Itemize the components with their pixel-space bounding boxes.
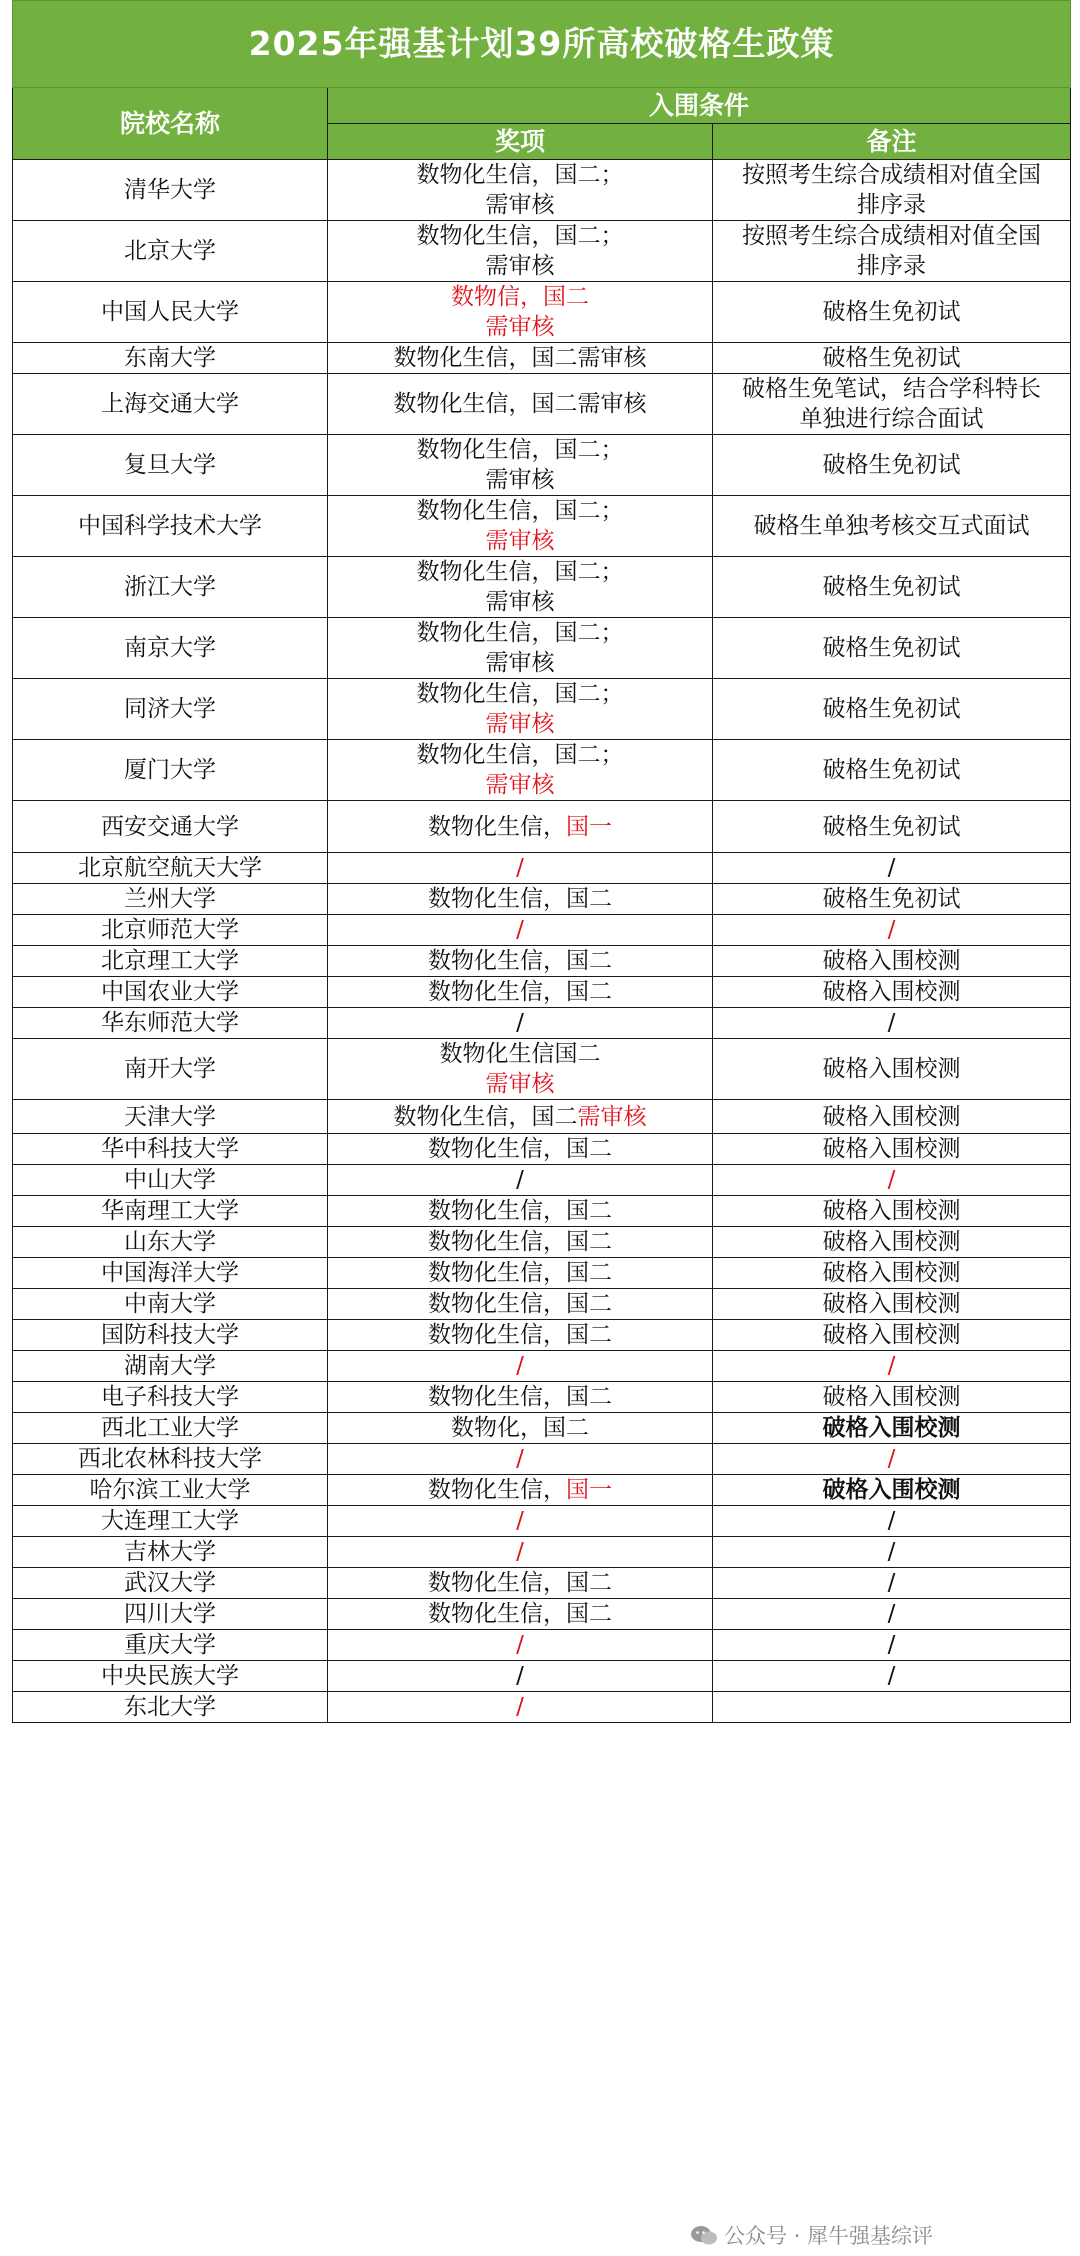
table-row	[13, 496, 1071, 557]
school-name-cell: 中山大学	[13, 1165, 328, 1196]
remark-text: 按照考生综合成绩相对值全国	[742, 162, 1041, 188]
school-name-cell: 中央民族大学	[13, 1661, 328, 1692]
remark-text: /	[887, 1570, 896, 1596]
remark-cell	[713, 435, 1071, 496]
remark-cell	[713, 1413, 1071, 1444]
remark-cell	[713, 1227, 1071, 1258]
table-row	[13, 1351, 1071, 1382]
award-text: 数物化生信，	[428, 1477, 566, 1503]
remark-text: 破格生免初试	[822, 574, 961, 600]
remark-cell	[713, 1692, 1071, 1723]
award-text: 数物化生信，国二	[428, 1229, 612, 1255]
remark-text: 破格入围校测	[822, 948, 961, 974]
remark-text: /	[887, 1446, 896, 1472]
school-name-cell: 西北工业大学	[13, 1413, 328, 1444]
remark-cell	[713, 1165, 1071, 1196]
table-row	[13, 557, 1071, 618]
school-name-cell: 中国农业大学	[13, 977, 328, 1008]
award-cell	[328, 853, 713, 884]
award-text: 需审核	[485, 314, 555, 340]
award-text: 数物化生信，国二	[428, 1322, 612, 1348]
remark-text: 破格生免初试	[822, 635, 961, 661]
award-cell	[328, 1165, 713, 1196]
remark-cell	[713, 282, 1071, 343]
remark-text: 破格入围校测	[822, 1291, 961, 1317]
award-text: 需审核	[485, 711, 555, 737]
remark-cell	[713, 1258, 1071, 1289]
remark-cell	[713, 740, 1071, 801]
remark-cell	[713, 1661, 1071, 1692]
award-text: 数物化生信，国二；	[416, 437, 624, 463]
school-name-cell: 国防科技大学	[13, 1320, 328, 1351]
award-cell	[328, 221, 713, 282]
school-name-cell: 西安交通大学	[13, 801, 328, 853]
table-row	[13, 1661, 1071, 1692]
remark-text: 排序录	[857, 192, 926, 218]
award-text: 数物化生信，国二；	[416, 498, 624, 524]
remark-text: 破格生免初试	[822, 757, 961, 783]
remark-cell	[713, 1320, 1071, 1351]
award-text: 数物化生信，国二	[428, 1198, 612, 1224]
remark-cell	[713, 679, 1071, 740]
table-body	[13, 160, 1071, 1723]
remark-cell	[713, 801, 1071, 853]
school-name-cell: 同济大学	[13, 679, 328, 740]
award-text: 数物化生信，国二	[428, 1260, 612, 1286]
table-row	[13, 1630, 1071, 1661]
remark-text: 破格生免初试	[822, 299, 961, 325]
table-row	[13, 740, 1071, 801]
award-cell	[328, 679, 713, 740]
award-cell	[328, 1568, 713, 1599]
award-text: 需审核	[577, 1103, 647, 1130]
award-text: 数物化生信国二	[439, 1041, 601, 1067]
remark-cell	[713, 1196, 1071, 1227]
award-cell	[328, 1320, 713, 1351]
table-row	[13, 1413, 1071, 1444]
school-name-cell: 中国海洋大学	[13, 1258, 328, 1289]
table-row	[13, 1475, 1071, 1506]
school-name-cell: 北京航空航天大学	[13, 853, 328, 884]
table-row	[13, 801, 1071, 853]
award-cell	[328, 1134, 713, 1165]
table-row	[13, 1382, 1071, 1413]
award-cell	[328, 282, 713, 343]
award-text: /	[516, 917, 524, 943]
award-text: /	[516, 1539, 524, 1565]
remark-text: /	[887, 1353, 896, 1379]
award-text: 数物化，国二	[451, 1415, 589, 1441]
table-row	[13, 1100, 1071, 1134]
table-title: 2025年强基计划39所高校破格生政策	[13, 1, 1071, 88]
award-text: 数物化生信，国二	[428, 1601, 612, 1627]
award-cell	[328, 915, 713, 946]
remark-text: 破格入围校测	[822, 1229, 961, 1255]
award-cell	[328, 1382, 713, 1413]
remark-cell	[713, 1289, 1071, 1320]
remark-cell	[713, 946, 1071, 977]
award-cell	[328, 1289, 713, 1320]
school-name-cell: 厦门大学	[13, 740, 328, 801]
school-name-cell: 吉林大学	[13, 1537, 328, 1568]
award-text: /	[516, 1353, 524, 1379]
award-cell	[328, 977, 713, 1008]
award-cell	[328, 1100, 713, 1134]
remark-text: /	[887, 1601, 896, 1627]
remark-text: 破格入围校测	[822, 1322, 961, 1348]
award-cell	[328, 801, 713, 853]
table-row	[13, 853, 1071, 884]
award-cell	[328, 740, 713, 801]
school-name-cell: 北京大学	[13, 221, 328, 282]
award-cell	[328, 557, 713, 618]
award-text: /	[516, 1508, 524, 1534]
remark-cell	[713, 977, 1071, 1008]
remark-text: /	[887, 1167, 896, 1193]
table-row	[13, 977, 1071, 1008]
watermark	[690, 2222, 933, 2250]
award-cell	[328, 1475, 713, 1506]
remark-text: 破格生免初试	[822, 345, 961, 371]
header-school: 院校名称	[13, 88, 328, 160]
award-cell	[328, 1413, 713, 1444]
award-text: 数物化生信，国二需审核	[393, 345, 647, 371]
header-remark: 备注	[713, 124, 1071, 160]
award-text: /	[516, 1694, 524, 1720]
school-name-cell: 兰州大学	[13, 884, 328, 915]
award-text: 数物化生信，国二；	[416, 742, 624, 768]
remark-cell	[713, 915, 1071, 946]
policy-sheet	[12, 0, 1070, 1723]
remark-text: 单独进行综合面试	[799, 406, 984, 432]
remark-cell	[713, 853, 1071, 884]
remark-text: /	[887, 855, 896, 881]
remark-cell	[713, 1134, 1071, 1165]
award-text: 数物化生信，国二	[428, 948, 612, 974]
table-row	[13, 1165, 1071, 1196]
table-row	[13, 946, 1071, 977]
school-name-cell: 山东大学	[13, 1227, 328, 1258]
remark-text: 破格入围校测	[822, 1477, 961, 1503]
remark-cell	[713, 1100, 1071, 1134]
award-cell	[328, 1692, 713, 1723]
table-row	[13, 221, 1071, 282]
watermark-separator: ·	[793, 2224, 801, 2248]
table-row	[13, 1227, 1071, 1258]
school-name-cell: 中国科学技术大学	[13, 496, 328, 557]
remark-text: 排序录	[857, 253, 926, 279]
award-cell	[328, 1599, 713, 1630]
school-name-cell: 武汉大学	[13, 1568, 328, 1599]
school-name-cell: 华中科技大学	[13, 1134, 328, 1165]
award-text: 数物化生信，国二	[428, 1384, 612, 1410]
remark-cell	[713, 1506, 1071, 1537]
award-cell	[328, 1196, 713, 1227]
award-text: 需审核	[485, 1071, 555, 1097]
award-cell	[328, 1506, 713, 1537]
remark-text: 破格入围校测	[822, 1198, 961, 1224]
award-cell	[328, 1537, 713, 1568]
award-cell	[328, 1008, 713, 1039]
school-name-cell: 大连理工大学	[13, 1506, 328, 1537]
table-row	[13, 1506, 1071, 1537]
award-text: 数物化生信，国二	[428, 886, 612, 912]
school-name-cell: 哈尔滨工业大学	[13, 1475, 328, 1506]
award-text: 需审核	[485, 772, 555, 798]
award-cell	[328, 884, 713, 915]
award-text: 数物化生信，国二；	[416, 223, 624, 249]
policy-table	[12, 0, 1071, 1723]
school-name-cell: 清华大学	[13, 160, 328, 221]
school-name-cell: 华东师范大学	[13, 1008, 328, 1039]
remark-text: 破格入围校测	[822, 1056, 961, 1082]
remark-text: 破格生免初试	[822, 886, 961, 912]
school-name-cell: 上海交通大学	[13, 374, 328, 435]
award-text: 数物化生信，国二；	[416, 559, 624, 585]
award-text: 数物化生信，国二	[428, 1570, 612, 1596]
table-row	[13, 1289, 1071, 1320]
school-name-cell: 电子科技大学	[13, 1382, 328, 1413]
table-row	[13, 1039, 1071, 1100]
award-cell	[328, 1661, 713, 1692]
school-name-cell: 西北农林科技大学	[13, 1444, 328, 1475]
school-name-cell: 南开大学	[13, 1039, 328, 1100]
remark-text: /	[887, 1539, 896, 1565]
award-text: 数物信，国二	[451, 284, 589, 310]
remark-text: 破格入围校测	[822, 1415, 961, 1441]
school-name-cell: 天津大学	[13, 1100, 328, 1134]
school-name-cell: 重庆大学	[13, 1630, 328, 1661]
wechat-icon	[690, 2225, 718, 2247]
remark-text: 破格生免初试	[822, 696, 961, 722]
table-row	[13, 679, 1071, 740]
remark-text: 破格入围校测	[822, 1260, 961, 1286]
award-text: 需审核	[485, 192, 555, 218]
table-row	[13, 374, 1071, 435]
table-row	[13, 1599, 1071, 1630]
watermark-prefix: 公众号	[724, 2224, 787, 2248]
remark-text: 按照考生综合成绩相对值全国	[742, 223, 1041, 249]
school-name-cell: 南京大学	[13, 618, 328, 679]
award-text: 数物化生信，国二；	[416, 620, 624, 646]
award-cell	[328, 1227, 713, 1258]
table-row	[13, 282, 1071, 343]
school-name-cell: 复旦大学	[13, 435, 328, 496]
school-name-cell: 北京理工大学	[13, 946, 328, 977]
award-text: 数物化生信，国二	[428, 1291, 612, 1317]
award-cell	[328, 1444, 713, 1475]
award-cell	[328, 496, 713, 557]
remark-cell	[713, 1351, 1071, 1382]
award-text: /	[516, 1663, 524, 1689]
remark-cell	[713, 1008, 1071, 1039]
school-name-cell: 湖南大学	[13, 1351, 328, 1382]
award-cell	[328, 1258, 713, 1289]
award-cell	[328, 946, 713, 977]
award-cell	[328, 160, 713, 221]
remark-cell	[713, 1444, 1071, 1475]
award-text: 数物化生信，国二需审核	[393, 391, 647, 417]
award-cell	[328, 1039, 713, 1100]
remark-text: /	[887, 917, 896, 943]
school-name-cell: 浙江大学	[13, 557, 328, 618]
remark-text: /	[887, 1663, 896, 1689]
remark-cell	[713, 221, 1071, 282]
school-name-cell: 华南理工大学	[13, 1196, 328, 1227]
award-text: /	[516, 1010, 524, 1036]
remark-text: 破格入围校测	[822, 1103, 961, 1130]
award-cell	[328, 435, 713, 496]
remark-cell	[713, 1475, 1071, 1506]
award-text: 需审核	[485, 650, 555, 676]
table-row	[13, 1692, 1071, 1723]
remark-cell	[713, 618, 1071, 679]
remark-cell	[713, 1039, 1071, 1100]
school-name-cell: 北京师范大学	[13, 915, 328, 946]
award-text: /	[516, 1446, 524, 1472]
remark-text: 破格生免初试	[822, 813, 961, 840]
remark-cell	[713, 496, 1071, 557]
school-name-cell: 东南大学	[13, 343, 328, 374]
header-award: 奖项	[328, 124, 713, 160]
award-text: 数物化生信，国二；	[416, 162, 624, 188]
award-text: 需审核	[485, 528, 555, 554]
award-text: 国一	[566, 1477, 612, 1503]
award-cell	[328, 618, 713, 679]
award-text: 需审核	[485, 253, 555, 279]
table-row	[13, 618, 1071, 679]
table-row	[13, 160, 1071, 221]
remark-text: /	[887, 1508, 896, 1534]
table-row	[13, 1134, 1071, 1165]
remark-text: /	[887, 1010, 896, 1036]
remark-text: 破格生免初试	[822, 452, 961, 478]
remark-cell	[713, 1382, 1071, 1413]
award-text: 数物化生信，国二；	[416, 681, 624, 707]
table-row	[13, 1444, 1071, 1475]
award-cell	[328, 1630, 713, 1661]
table-row	[13, 1258, 1071, 1289]
award-cell	[328, 374, 713, 435]
table-row	[13, 915, 1071, 946]
school-name-cell: 四川大学	[13, 1599, 328, 1630]
remark-text: 破格入围校测	[822, 1384, 961, 1410]
remark-cell	[713, 1599, 1071, 1630]
table-row	[13, 1568, 1071, 1599]
award-text: 数物化生信，国二	[428, 979, 612, 1005]
remark-text: /	[887, 1632, 896, 1658]
award-cell	[328, 343, 713, 374]
award-text: 数物化生信，	[428, 813, 566, 840]
award-text: /	[516, 1167, 524, 1193]
table-row	[13, 343, 1071, 374]
remark-cell	[713, 1537, 1071, 1568]
remark-text: 破格入围校测	[822, 1136, 961, 1162]
award-text: 需审核	[485, 589, 555, 615]
remark-cell	[713, 1568, 1071, 1599]
remark-cell	[713, 884, 1071, 915]
award-text: 国一	[566, 813, 612, 840]
award-text: 数物化生信，国二	[428, 1136, 612, 1162]
remark-cell	[713, 343, 1071, 374]
school-name-cell: 东北大学	[13, 1692, 328, 1723]
award-text: 数物化生信，国二	[393, 1103, 578, 1130]
school-name-cell: 中南大学	[13, 1289, 328, 1320]
remark-cell	[713, 374, 1071, 435]
remark-cell	[713, 1630, 1071, 1661]
school-name-cell: 中国人民大学	[13, 282, 328, 343]
remark-cell	[713, 160, 1071, 221]
table-row	[13, 1008, 1071, 1039]
watermark-name: 犀牛强基综评	[807, 2224, 934, 2248]
table-row	[13, 435, 1071, 496]
award-text: /	[516, 1632, 524, 1658]
header-criteria: 入围条件	[328, 88, 1071, 124]
table-row	[13, 1196, 1071, 1227]
award-cell	[328, 1351, 713, 1382]
award-text: /	[516, 855, 524, 881]
award-text: 需审核	[485, 467, 555, 493]
table-row	[13, 1537, 1071, 1568]
remark-text: 破格生免笔试，结合学科特长	[742, 376, 1041, 402]
remark-cell	[713, 557, 1071, 618]
table-row	[13, 884, 1071, 915]
table-row	[13, 1320, 1071, 1351]
remark-text: 破格入围校测	[822, 979, 961, 1005]
remark-text: 破格生单独考核交互式面试	[753, 513, 1030, 539]
